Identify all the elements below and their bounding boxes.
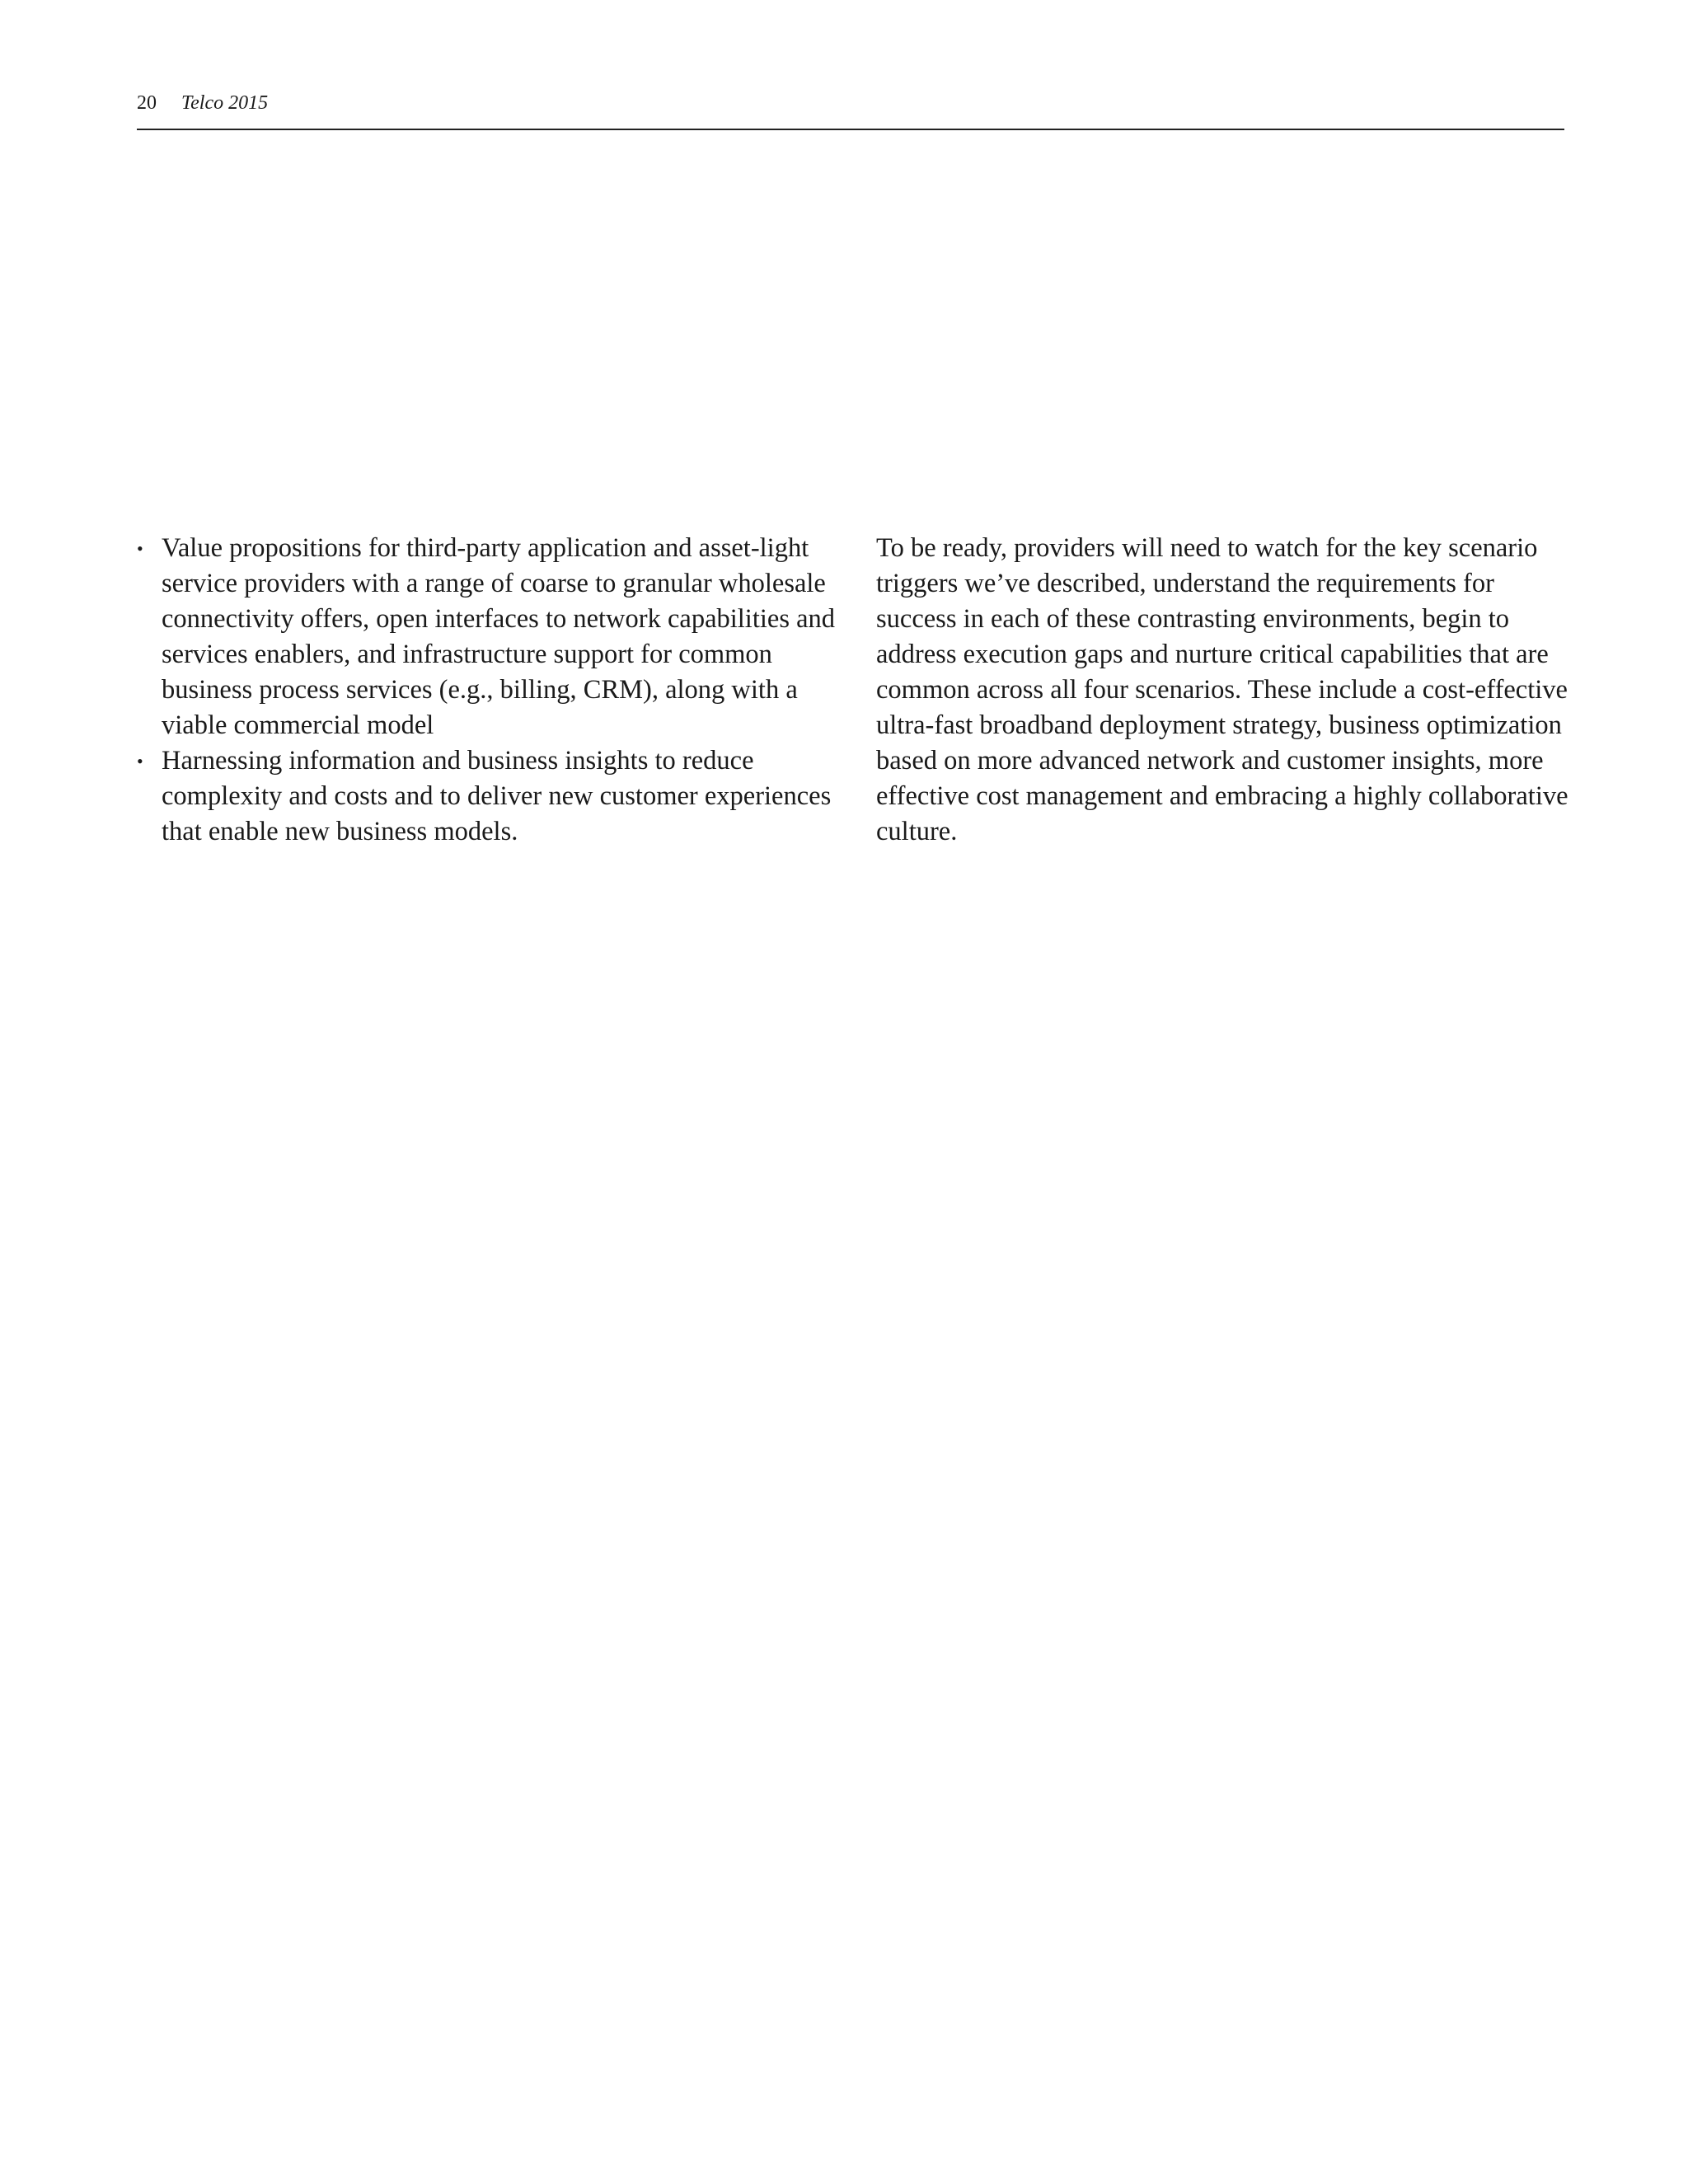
bullet-icon: •	[137, 751, 143, 771]
bullet-icon: •	[137, 538, 143, 559]
left-column	[137, 531, 837, 850]
publication-title: Telco 2015	[181, 92, 269, 114]
running-header	[137, 89, 1564, 130]
page-number: 20	[137, 92, 157, 114]
bullet-list	[137, 531, 837, 850]
body-paragraph: To be ready, providers will need to watch for the key scenario triggers we’ve described, understand the requirements for success in each of these contrasting environments, begin to address execution gaps and nurture critical capabilities that are common across all four scenarios. These include a cost-effective ultra-fast broadband deployment strategy, business optimization based on more advanced network and customer insights, more effective cost management and embracing a highly collaborative culture.	[876, 533, 1568, 846]
right-column	[876, 531, 1568, 850]
bullet-text: Value propositions for third-party application and asset-light service providers with a range of coarse to granular wholesale connectivity offers, open interfaces to network capabilities and services enablers, and infrastructure support for common business process services (e.g., billing, CRM), along with a viable commercial model	[162, 533, 836, 740]
bullet-text: Harnessing information and business insights to reduce complexity and costs and to deliver new customer experiences that enable new business models.	[162, 746, 832, 846]
list-item	[137, 531, 837, 743]
list-item	[137, 743, 837, 850]
